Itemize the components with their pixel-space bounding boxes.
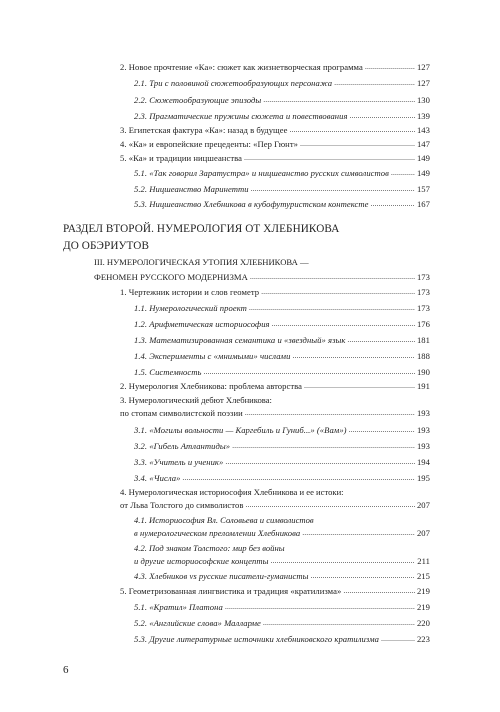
toc-entry[interactable] [120, 61, 430, 73]
toc-entry-page: 188 [416, 351, 430, 361]
toc-leader-dots [249, 302, 415, 313]
toc-entry-title: 1.4. Эксперименты с «мнимыми» числами [134, 351, 291, 361]
toc-leader-dots [289, 124, 415, 135]
toc-subentry[interactable] [134, 366, 430, 378]
toc-entry-title: 5.2. Ницшеанство Маринетти [134, 184, 249, 194]
toc-entry-title: 3.2. «Гибель Атлантиды» [134, 441, 231, 451]
toc-leader-dots [245, 407, 415, 418]
toc-leader-dots [245, 499, 415, 510]
toc-entry-page: 215 [416, 571, 430, 581]
toc-leader-dots [250, 271, 415, 282]
toc-entry-page: 193 [416, 408, 430, 418]
toc-subentry[interactable] [134, 601, 430, 613]
toc-leader-dots [261, 286, 415, 297]
toc-entry-title: 5.3. Ницшеанство Хлебникова в кубофутуристском контексте [134, 199, 369, 209]
toc-subentry[interactable] [134, 555, 430, 567]
toc-leader-dots [263, 94, 415, 105]
toc-entry[interactable] [120, 124, 430, 136]
toc-entry-title: 1.3. Математизированная семантика и «звездный» язык [134, 335, 346, 345]
chapter-title-line2: ФЕНОМЕН РУССКОГО МОДЕРНИЗМА [94, 272, 248, 282]
toc-leader-dots [391, 167, 415, 178]
toc-entry-page: 167 [416, 199, 430, 209]
section-heading-line2: ДО ОБЭРИУТОВ [63, 240, 150, 252]
toc-entry-title: 2. Нумерология Хлебникова: проблема авторства [120, 381, 303, 391]
toc-leader-dots [232, 440, 415, 451]
toc-subentry[interactable] [134, 472, 430, 484]
toc-entry[interactable] [120, 152, 430, 164]
toc-entry-page: 147 [416, 139, 430, 149]
toc-entry-title: 5.2. «Английские слова» Малларме [134, 618, 261, 628]
toc-leader-dots [300, 138, 415, 149]
toc-entry-page: 219 [416, 586, 430, 596]
toc-entry-page: 127 [416, 78, 430, 88]
toc-leader-dots [370, 198, 415, 209]
toc-entry-page: 223 [416, 634, 430, 644]
toc-entry[interactable] [120, 286, 430, 298]
toc-entry-page: 130 [416, 95, 430, 105]
toc-entry-page: 193 [416, 441, 430, 451]
toc-entry-page: 219 [416, 602, 430, 612]
toc-entry-title: 2. Новое прочтение «Ка»: сюжет как жизнетворческая программа [120, 62, 363, 72]
toc-subentry[interactable] [134, 334, 430, 346]
toc-entry-page: 207 [416, 500, 430, 510]
toc-leader-dots [225, 601, 415, 612]
toc-subentry[interactable] [134, 318, 430, 330]
toc-entry-title: 1. Чертежник истории и слов геометр [120, 287, 260, 297]
toc-entry-title: 3. Египетская фактура «Ка»: назад в будущее [120, 125, 288, 135]
toc-entry-page: 173 [416, 303, 430, 313]
page-number: 6 [63, 664, 69, 676]
toc-subentry[interactable] [134, 633, 430, 645]
toc-entry-page: 220 [416, 618, 430, 628]
toc-entry-page: 143 [416, 125, 430, 135]
toc-subentry[interactable] [134, 77, 430, 89]
toc-subentry[interactable] [134, 440, 430, 452]
section-heading-line1: РАЗДЕЛ ВТОРОЙ. НУМЕРОЛОГИЯ ОТ ХЛЕБНИКОВА [63, 223, 340, 235]
toc-subentry[interactable] [134, 617, 430, 629]
toc-leader-dots [225, 456, 415, 467]
toc-entry-title: 4.3. Хлебников vs русские писатели-гуманисты [134, 571, 309, 581]
toc-leader-dots [304, 380, 415, 391]
toc-leader-dots [365, 61, 415, 72]
toc-subentry[interactable] [134, 350, 430, 362]
toc-leader-dots [334, 77, 415, 88]
toc-entry-line2: по стопам символистской поэзии [120, 408, 243, 418]
toc-leader-dots [251, 183, 415, 194]
toc-entry-page: 191 [416, 381, 430, 391]
toc-entry-page: 149 [416, 153, 430, 163]
toc-leader-dots [302, 527, 415, 538]
toc-leader-dots [350, 110, 415, 121]
toc-entry-page: 193 [416, 425, 430, 435]
toc-subentry[interactable] [134, 198, 430, 210]
toc-entry[interactable] [120, 380, 430, 392]
toc-entry-page: 173 [416, 287, 430, 297]
toc-entry-page: 139 [416, 111, 430, 121]
toc-leader-dots [271, 555, 416, 566]
toc-leader-dots [349, 424, 415, 435]
toc-entry-page: 207 [416, 528, 430, 538]
toc-leader-dots [203, 366, 414, 377]
toc-entry-title: 5.3. Другие литературные источники хлебниковского кратилизма [134, 634, 379, 644]
toc-subentry[interactable] [134, 110, 430, 122]
toc-entry-page: 176 [416, 319, 430, 329]
toc-entry-title: 3.1. «Могилы вольности — Каргебиль и Гуниб...» («Вам») [134, 425, 347, 435]
toc-entry-line2: от Льва Толстого до символистов [120, 500, 244, 510]
chapter-title[interactable] [94, 271, 430, 283]
toc-leader-dots [343, 585, 415, 596]
toc-subentry[interactable] [134, 527, 430, 539]
toc-subentry-line2: и другие историософские концепты [134, 556, 269, 566]
toc-entry-page: 211 [417, 556, 430, 566]
toc-entry-title: 5.1. «Кратил» Платона [134, 602, 223, 612]
toc-entry-page: 194 [416, 457, 430, 467]
toc-subentry[interactable] [134, 183, 430, 195]
toc-subentry[interactable] [134, 424, 430, 436]
toc-entry-title: 3.4. «Числа» [134, 473, 181, 483]
toc-entry-title: 2.3. Прагматические пружины сюжета и повествования [134, 111, 348, 121]
toc-entry-title: 1.5. Системность [134, 367, 202, 377]
toc-leader-dots [272, 318, 415, 329]
toc-leader-dots [347, 334, 415, 345]
toc-entry-title: 2.1. Три с половиной сюжетообразующих персонажа [134, 78, 333, 88]
toc-leader-dots [310, 570, 415, 581]
toc-subentry-line1[interactable]: 4.1. Историософия Вл. Соловьева и символистов [134, 515, 314, 525]
toc-entry[interactable] [120, 585, 430, 597]
toc-leader-dots [182, 472, 415, 483]
toc-leader-dots [292, 350, 415, 361]
toc-entry[interactable] [120, 407, 430, 419]
toc-leader-dots [263, 617, 415, 628]
toc-entry-title: 5. «Ка» и традиции ницшеанства [120, 153, 242, 163]
toc-entry-title: 1.1. Нумерологический проект [134, 303, 247, 313]
toc-leader-dots [381, 633, 415, 644]
toc-subentry[interactable] [134, 570, 430, 582]
toc-entry-page: 127 [416, 62, 430, 72]
toc-entry-page: 149 [416, 168, 430, 178]
toc-entry-title: 1.2. Арифметическая историософия [134, 319, 270, 329]
toc-entry-title: 5. Геометризованная лингвистика и традиция «кратилизма» [120, 586, 342, 596]
toc-entry-title: 2.2. Сюжетообразующие эпизоды [134, 95, 262, 105]
toc-entry-page: 195 [416, 473, 430, 483]
toc-subentry-line1[interactable]: 4.2. Под знаком Толстого: мир без войны [134, 543, 285, 553]
toc-entry-title: 3.3. «Учитель и ученик» [134, 457, 224, 467]
toc-entry[interactable] [120, 138, 430, 150]
toc-entry-page: 181 [416, 335, 430, 345]
toc-subentry[interactable] [134, 302, 430, 314]
chapter-title-line1[interactable]: III. НУМЕРОЛОГИЧЕСКАЯ УТОПИЯ ХЛЕБНИКОВА — [94, 257, 309, 267]
toc-subentry[interactable] [134, 167, 430, 179]
toc-entry-line1[interactable]: 3. Нумерологический дебют Хлебникова: [120, 395, 272, 405]
toc-entry-line1[interactable]: 4. Нумерологическая историософия Хлебникова и ее истоки: [120, 487, 344, 497]
toc-leader-dots [244, 152, 415, 163]
toc-subentry-line2: в нумерологическом преломлении Хлебникова [134, 528, 301, 538]
toc-subentry[interactable] [134, 456, 430, 468]
toc-entry-title: 4. «Ка» и европейские прецеденты: «Пер Гюнт» [120, 139, 298, 149]
toc-entry-page: 173 [416, 272, 430, 282]
toc-entry[interactable] [120, 499, 430, 511]
toc-subentry[interactable] [134, 94, 430, 106]
toc-entry-page: 190 [416, 367, 430, 377]
toc-entry-title: 5.1. «Так говорил Заратустра» и ницшеанство русских символистов [134, 168, 389, 178]
toc-entry-page: 157 [416, 184, 430, 194]
